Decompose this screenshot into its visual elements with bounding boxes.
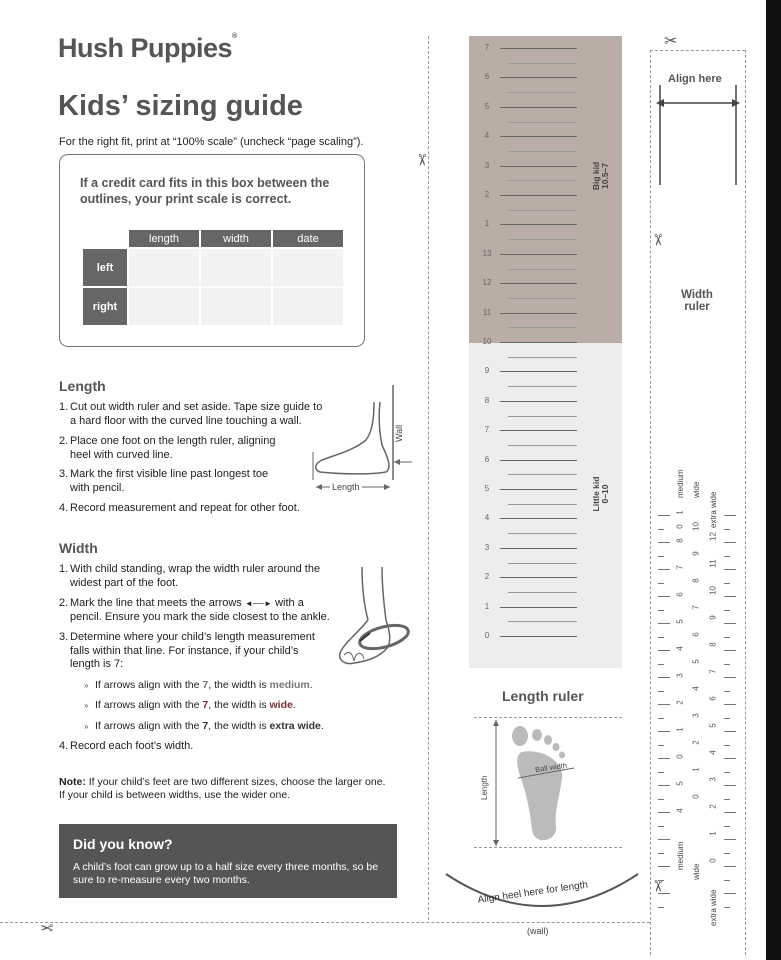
width-number-extra-wide: 9	[708, 615, 718, 620]
width-tick	[724, 893, 736, 894]
extra-wide-label: extra wide	[709, 491, 718, 528]
ruler-half-line	[508, 298, 577, 299]
ruler-half-line	[508, 180, 577, 181]
width-tick	[658, 826, 664, 827]
foot-width-figure	[334, 565, 414, 670]
width-tick	[658, 812, 670, 813]
note-text: Note: If your child’s feet are two different sizes, choose the larger one. If your child is between widths, use the wider one.	[59, 776, 386, 801]
width-tick	[658, 691, 664, 692]
ruler-half-line	[508, 122, 577, 123]
width-ruler-title: Width ruler	[681, 289, 713, 313]
row-header-right: right	[83, 288, 127, 325]
width-tick	[658, 853, 664, 854]
width-tick	[658, 785, 670, 786]
ruler-half-line	[508, 621, 577, 622]
width-ruler-edge	[650, 50, 651, 955]
length-step: 1. Cut out width ruler and set aside. Tape size guide to a hard floor with the curved line touching a wall.	[59, 401, 323, 427]
width-tick	[724, 853, 730, 854]
ruler-line	[500, 77, 577, 78]
width-number-wide: 1	[691, 767, 701, 772]
big-kid-label: Big kid 10.5–7	[591, 161, 610, 191]
ruler-number: 8	[484, 395, 490, 405]
width-number-medium: 7	[675, 565, 685, 570]
width-tick	[724, 772, 730, 773]
width-tick	[658, 866, 670, 867]
ruler-line	[500, 342, 577, 343]
width-number-medium: 3	[675, 673, 685, 678]
foot-icon	[474, 718, 624, 848]
width-tick	[724, 785, 736, 786]
width-tick	[658, 556, 664, 557]
brand-logo: Hush Puppies®	[58, 33, 237, 63]
width-number-medium: 6	[675, 592, 685, 597]
width-number-medium: 0	[675, 524, 685, 529]
width-number-wide: 8	[691, 578, 701, 583]
width-number-wide: 10	[691, 522, 701, 531]
ruler-number: 3	[484, 542, 490, 552]
ruler-line	[500, 166, 577, 167]
ruler-line	[500, 460, 577, 461]
ruler-line	[500, 107, 577, 108]
ruler-half-line	[508, 445, 577, 446]
scissors-icon: ✂	[648, 879, 666, 893]
row-header-left: left	[83, 249, 127, 286]
width-tick	[658, 664, 664, 665]
ruler-line	[500, 371, 577, 372]
width-number-medium: 4	[675, 808, 685, 813]
extra-wide-label: extra wide	[709, 889, 718, 926]
width-number-wide: 6	[691, 632, 701, 637]
table-cell	[273, 249, 343, 286]
figure-length-label: Length	[480, 775, 489, 800]
heel-align-text: Align heel here for length	[477, 879, 589, 906]
width-number-extra-wide: 8	[708, 642, 718, 647]
width-number-wide: 4	[691, 686, 701, 691]
screen-edge	[766, 0, 781, 960]
ruler-number: 11	[482, 307, 492, 317]
table-cell	[273, 288, 343, 325]
did-you-know-box	[59, 824, 397, 898]
width-number-medium: 2	[675, 700, 685, 705]
ruler-half-line	[508, 239, 577, 240]
width-example-extra-wide: » If arrows align with the 7, the width is extra wide.	[84, 720, 324, 732]
width-number-extra-wide: 0	[708, 858, 718, 863]
width-ruler-edge	[745, 50, 746, 955]
width-tick	[724, 637, 730, 638]
measurement-table	[81, 228, 345, 327]
wall-label: (wall)	[527, 926, 549, 936]
width-tick	[658, 542, 670, 543]
ruler-line	[500, 283, 577, 284]
width-tick	[724, 731, 736, 732]
width-tick	[658, 893, 670, 894]
ruler-line	[500, 136, 577, 137]
ball-width-label: Ball width	[534, 760, 568, 775]
width-tick	[658, 623, 670, 624]
width-ruler-edge	[650, 50, 745, 51]
width-tick	[658, 610, 664, 611]
ruler-line	[500, 577, 577, 578]
width-tick	[724, 623, 736, 624]
width-number-extra-wide: 10	[708, 586, 718, 595]
ruler-number: 6	[484, 72, 490, 82]
length-step: 2. Place one foot on the length ruler, aligning heel with curved line.	[59, 435, 276, 461]
width-tick	[658, 799, 664, 800]
ruler-number: 2	[484, 572, 490, 582]
width-tick	[724, 812, 736, 813]
width-number-wide: 5	[691, 659, 701, 664]
width-tick	[724, 866, 736, 867]
figure-wall-label: Wall	[394, 424, 404, 442]
width-tick	[724, 704, 736, 705]
column-header-width: width	[201, 230, 271, 247]
width-tick	[724, 880, 730, 881]
width-step: 3. Determine where your child’s length measurement falls within that line. For instance, if your child’s length is 7:	[59, 631, 315, 670]
width-tick	[724, 677, 736, 678]
ruler-number: 1	[484, 601, 490, 611]
width-tick	[724, 583, 730, 584]
width-tick	[724, 650, 736, 651]
width-tick	[724, 610, 730, 611]
ruler-half-line	[508, 592, 577, 593]
width-step: 1. With child standing, wrap the width ruler around the widest part of the foot.	[59, 563, 321, 589]
width-number-medium: 1	[675, 510, 685, 515]
ruler-half-line	[508, 63, 577, 64]
width-tick	[724, 745, 730, 746]
ruler-line	[500, 401, 577, 402]
wide-label: wide	[692, 863, 701, 880]
ruler-half-line	[508, 357, 577, 358]
page-title: Kids’ sizing guide	[58, 90, 303, 122]
column-header-date: date	[273, 230, 343, 247]
ruler-line	[500, 548, 577, 549]
width-tick	[658, 515, 670, 516]
width-tick	[658, 772, 664, 773]
width-tick	[658, 529, 664, 530]
width-tick	[658, 718, 664, 719]
width-tick	[724, 569, 736, 570]
table-cell	[201, 249, 271, 286]
ruler-half-line	[508, 474, 577, 475]
ruler-half-line	[508, 92, 577, 93]
width-tick	[724, 799, 730, 800]
width-number-extra-wide: 5	[708, 723, 718, 728]
credit-card-text: If a credit card fits in this box between the outlines, your print scale is correct.	[80, 176, 330, 206]
width-tick	[724, 839, 736, 840]
scissors-icon: ✂	[664, 33, 678, 50]
width-number-wide: 7	[691, 605, 701, 610]
width-tick	[658, 637, 664, 638]
ruler-half-line	[508, 563, 577, 564]
width-tick	[658, 880, 664, 881]
width-number-wide: 2	[691, 740, 701, 745]
width-tick	[658, 731, 670, 732]
ruler-number: 7	[484, 43, 490, 52]
ruler-number: 13	[482, 248, 492, 258]
ruler-half-line	[508, 533, 577, 534]
ruler-half-line	[508, 327, 577, 328]
ruler-line	[500, 224, 577, 225]
width-number-extra-wide: 1	[708, 831, 718, 836]
width-number-extra-wide: 11	[708, 559, 718, 568]
width-number-extra-wide: 3	[708, 777, 718, 782]
length-heading: Length	[59, 378, 106, 394]
double-arrow-icon: ◄──►	[244, 599, 273, 608]
width-tick	[658, 758, 670, 759]
length-step: 3. Mark the first visible line past longest toe with pencil.	[59, 468, 269, 494]
ruler-number: 5	[484, 484, 490, 493]
scissors-icon: ✂	[412, 153, 430, 167]
width-number-medium: 1	[675, 727, 685, 732]
ruler-number: 9	[484, 366, 490, 376]
width-number-medium: 5	[675, 781, 685, 786]
table-cell	[129, 249, 199, 286]
scissors-icon: ✂	[648, 233, 666, 247]
width-tick	[658, 583, 664, 584]
ruler-half-line	[508, 386, 577, 387]
ruler-line	[500, 254, 577, 255]
width-heading: Width	[59, 540, 98, 556]
ruler-line	[500, 489, 577, 490]
width-number-extra-wide: 12	[708, 532, 718, 541]
width-tick	[724, 515, 736, 516]
ruler-line	[500, 607, 577, 608]
width-tick	[658, 839, 670, 840]
width-tick	[658, 596, 670, 597]
width-tick	[724, 691, 730, 692]
ruler-number: 0	[484, 631, 490, 640]
width-example-wide: » If arrows align with the 7, the width is wide.	[84, 699, 296, 711]
ruler-number: 6	[484, 454, 490, 464]
ruler-line	[500, 430, 577, 431]
width-tick	[724, 718, 730, 719]
width-number-medium: 4	[675, 646, 685, 651]
width-number-wide: 3	[691, 713, 701, 718]
ruler-half-line	[508, 210, 577, 211]
ruler-line	[500, 48, 577, 49]
ruler-number: 7	[484, 425, 490, 435]
width-number-medium: 5	[675, 619, 685, 624]
ruler-half-line	[508, 416, 577, 417]
column-header-length: length	[129, 230, 199, 247]
ruler-half-line	[508, 151, 577, 152]
length-step: 4. Record measurement and repeat for other foot.	[59, 502, 300, 514]
ruler-line	[500, 518, 577, 519]
ruler-line	[500, 636, 577, 637]
width-tick	[658, 569, 670, 570]
ruler-line	[500, 195, 577, 196]
length-ruler-title: Length ruler	[502, 688, 584, 704]
ruler-number: 4	[484, 131, 490, 141]
width-tick	[724, 664, 730, 665]
medium-label: medium	[676, 841, 685, 870]
width-step: 4. Record each foot’s width.	[59, 740, 194, 752]
table-cell	[201, 288, 271, 325]
ruler-number: 2	[484, 190, 490, 199]
scissors-icon: ✂	[40, 918, 54, 935]
width-tick	[658, 704, 670, 705]
ruler-half-line	[508, 269, 577, 270]
width-number-wide: 0	[691, 794, 701, 799]
width-number-extra-wide: 4	[708, 750, 718, 755]
table-cell	[129, 288, 199, 325]
width-example-medium: » If arrows align with the 7, the width is medium.	[84, 679, 313, 691]
little-kid-label: Little kid 0–10	[591, 476, 610, 512]
width-number-wide: 9	[691, 551, 701, 556]
did-you-know-body: A child’s foot can grow up to a half size every three months, so be sure to re-measure every two months.	[73, 861, 379, 886]
ruler-half-line	[508, 504, 577, 505]
ruler-line	[500, 313, 577, 314]
wide-label: wide	[692, 481, 701, 498]
align-arrow	[652, 55, 744, 195]
ruler-number: 1	[484, 219, 490, 229]
medium-label: medium	[676, 469, 685, 498]
width-tick	[724, 758, 736, 759]
ruler-number: 10	[482, 337, 492, 346]
width-tick	[724, 596, 736, 597]
print-note: For the right fit, print at “100% scale” (uncheck “page scaling”).	[59, 136, 364, 148]
width-tick	[658, 745, 664, 746]
cut-line	[428, 36, 429, 920]
width-tick	[724, 907, 730, 908]
width-tick	[724, 826, 730, 827]
ruler-number: 12	[482, 278, 492, 288]
width-tick	[724, 556, 730, 557]
width-number-extra-wide: 2	[708, 804, 718, 809]
did-you-know-title: Did you know?	[73, 836, 173, 852]
width-step: 2. Mark the line that meets the arrows ◄──► with a pencil. Ensure you mark the side closest to the ankle.	[59, 597, 330, 623]
cut-line	[0, 922, 650, 923]
width-tick	[724, 529, 730, 530]
width-number-medium: 8	[675, 538, 685, 543]
figure-length-label: Length	[332, 482, 360, 492]
width-tick	[658, 650, 670, 651]
ruler-number: 5	[484, 101, 490, 111]
width-number-medium: 0	[675, 754, 685, 759]
ruler-number: 4	[484, 513, 490, 523]
ruler-number: 3	[484, 160, 490, 170]
width-number-extra-wide: 7	[708, 669, 718, 674]
width-number-extra-wide: 6	[708, 696, 718, 701]
align-here-label: Align here	[668, 73, 722, 85]
width-tick	[724, 542, 736, 543]
width-tick	[658, 677, 670, 678]
width-tick	[658, 907, 664, 908]
